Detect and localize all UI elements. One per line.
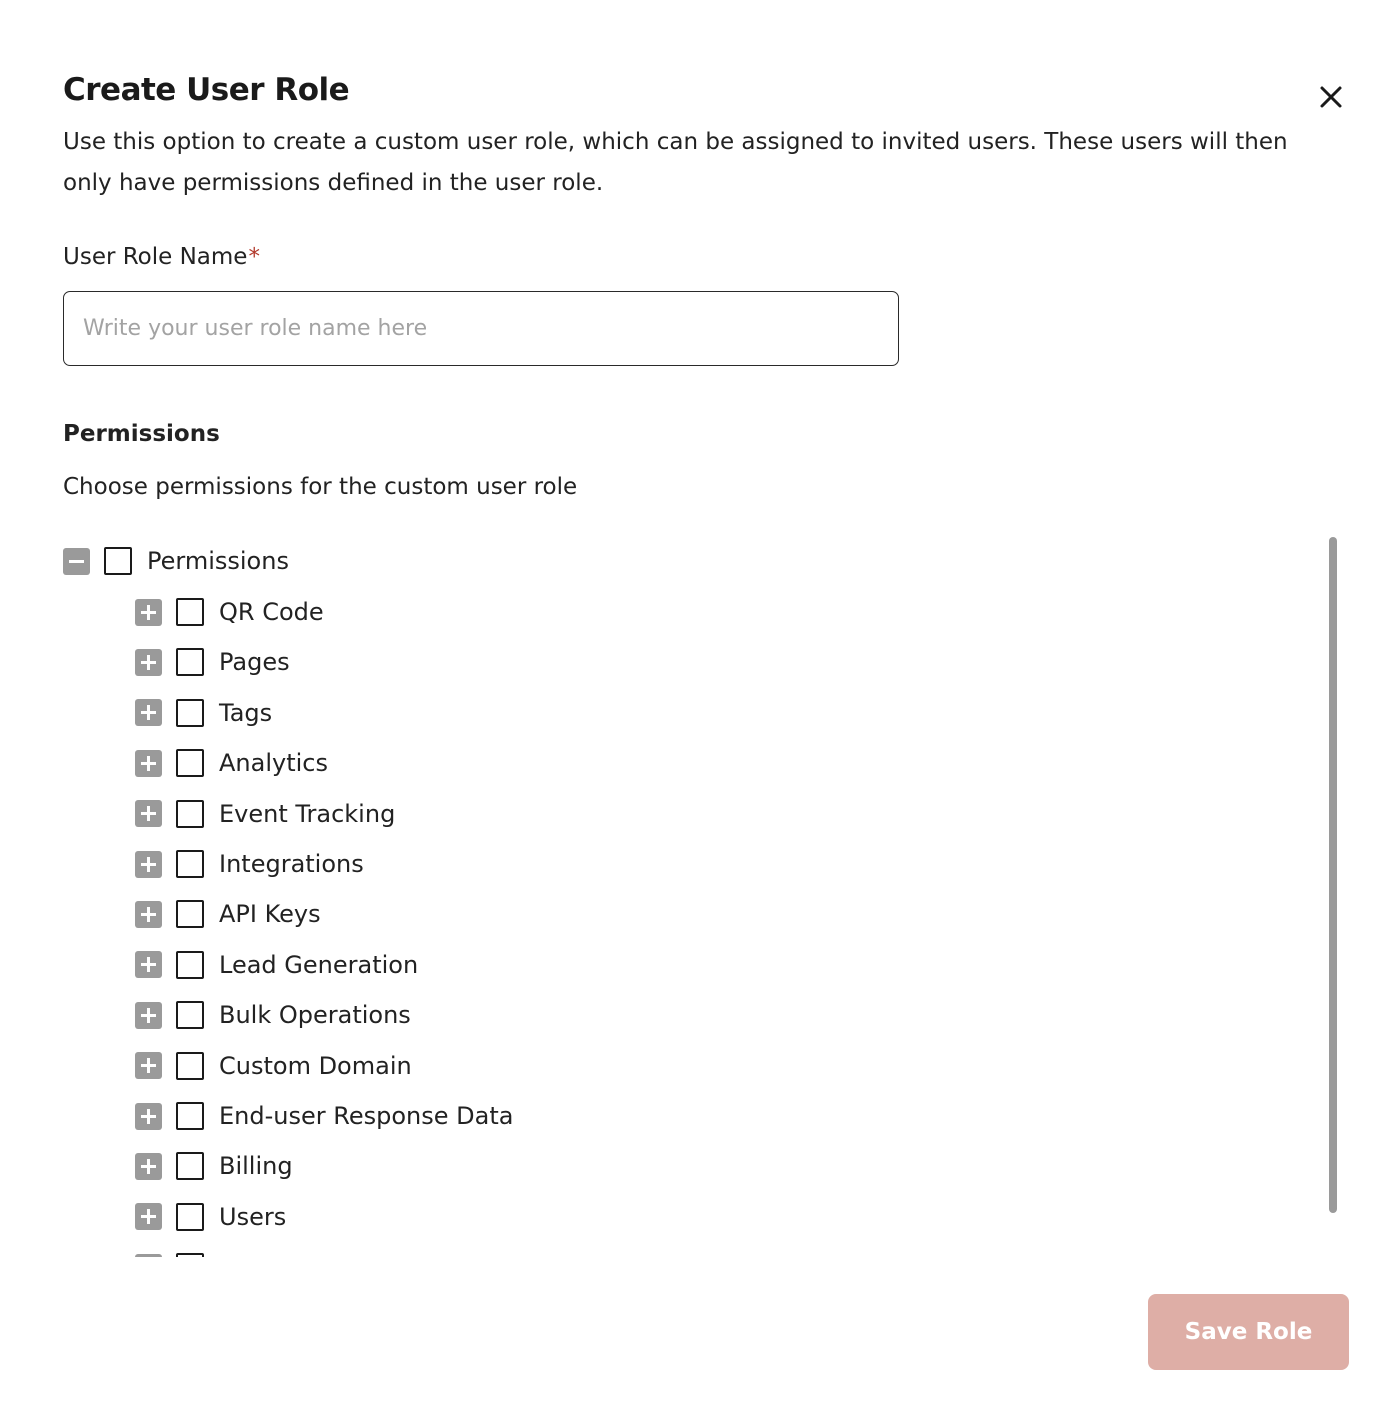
tree-item-label: Lead Generation xyxy=(219,950,419,979)
expand-plus-icon[interactable] xyxy=(135,901,162,928)
tree-item-checkbox[interactable] xyxy=(176,951,204,979)
tree-item-label: QR Code xyxy=(219,598,324,626)
dialog-title: Create User Role xyxy=(63,72,350,108)
tree-item-label: Custom Domain xyxy=(219,1051,412,1080)
expand-plus-icon[interactable] xyxy=(135,699,162,726)
permissions-subtitle: Choose permissions for the custom user role xyxy=(63,474,578,500)
tree-item-qr-code[interactable] xyxy=(135,596,324,628)
tree-item-checkbox[interactable] xyxy=(176,1152,204,1180)
collapse-minus-icon[interactable] xyxy=(63,548,90,575)
tree-item-label: Analytics xyxy=(219,749,328,778)
tree-item-label: Billing xyxy=(219,1152,293,1181)
tree-item-end-user-response-data[interactable] xyxy=(135,1100,513,1132)
tree-item-checkbox[interactable] xyxy=(176,850,204,878)
expand-plus-icon[interactable] xyxy=(135,1103,162,1130)
tree-item-checkbox[interactable] xyxy=(176,598,204,626)
tree-item-label: Event Tracking xyxy=(219,799,396,828)
expand-plus-icon[interactable] xyxy=(135,1254,162,1257)
role-name-label-text: User Role Name xyxy=(63,244,248,270)
close-icon[interactable] xyxy=(1316,82,1346,112)
tree-item-checkbox[interactable] xyxy=(176,1052,204,1080)
tree-root-label: Permissions xyxy=(147,547,289,575)
expand-plus-icon[interactable] xyxy=(135,1052,162,1079)
role-name-label xyxy=(63,244,260,270)
expand-plus-icon[interactable] xyxy=(135,750,162,777)
save-role-button[interactable]: Save Role xyxy=(1148,1294,1349,1370)
tree-item-checkbox[interactable] xyxy=(176,1253,204,1257)
tree-item-checkbox[interactable] xyxy=(176,1203,204,1231)
dialog-description: Use this option to create a custom user role, which can be assigned to invited users. These users will then only have permissions defined in the user role. xyxy=(63,129,1288,196)
permissions-heading: Permissions xyxy=(63,421,220,447)
tree-item-label: Bulk Operations xyxy=(219,1001,411,1030)
expand-plus-icon[interactable] xyxy=(135,1203,162,1230)
tree-item-checkbox[interactable] xyxy=(176,648,204,676)
expand-plus-icon[interactable] xyxy=(135,599,162,626)
permissions-tree xyxy=(63,537,1325,1257)
tree-item-api-keys[interactable] xyxy=(135,898,321,930)
expand-plus-icon[interactable] xyxy=(135,1002,162,1029)
tree-item-pages[interactable] xyxy=(135,646,290,678)
tree-root-checkbox[interactable] xyxy=(104,547,132,575)
expand-plus-icon[interactable] xyxy=(135,951,162,978)
tree-item-users[interactable] xyxy=(135,1201,286,1233)
expand-plus-icon[interactable] xyxy=(135,1153,162,1180)
tree-item-analytics[interactable] xyxy=(135,747,328,779)
expand-plus-icon[interactable] xyxy=(135,800,162,827)
tree-item-checkbox[interactable] xyxy=(176,1001,204,1029)
tree-scrollbar[interactable] xyxy=(1329,537,1337,1213)
role-name-input[interactable] xyxy=(63,291,899,366)
tree-item-checkbox[interactable] xyxy=(176,900,204,928)
tree-item-checkbox[interactable] xyxy=(176,749,204,777)
expand-plus-icon[interactable] xyxy=(135,649,162,676)
tree-item-clipped[interactable] xyxy=(135,1251,204,1257)
tree-item-label: Users xyxy=(219,1202,287,1231)
tree-item-label: Integrations xyxy=(219,850,364,878)
tree-item-custom-domain[interactable] xyxy=(135,1050,412,1082)
tree-item-event-tracking[interactable] xyxy=(135,798,395,830)
tree-item-tags[interactable] xyxy=(135,697,272,729)
tree-item-label: API Keys xyxy=(219,900,321,929)
tree-item-label: Pages xyxy=(219,648,290,677)
required-marker: * xyxy=(248,244,260,270)
tree-root-row[interactable] xyxy=(63,545,289,577)
tree-item-label: End-user Response Data xyxy=(219,1102,514,1130)
tree-item-checkbox[interactable] xyxy=(176,699,204,727)
tree-item-label: Tags xyxy=(219,698,273,727)
tree-item-checkbox[interactable] xyxy=(176,1102,204,1130)
tree-item-checkbox[interactable] xyxy=(176,800,204,828)
tree-item-lead-generation[interactable] xyxy=(135,949,418,981)
tree-item-bulk-operations[interactable] xyxy=(135,999,411,1031)
tree-item-billing[interactable] xyxy=(135,1150,293,1182)
tree-item-integrations[interactable] xyxy=(135,848,364,880)
expand-plus-icon[interactable] xyxy=(135,851,162,878)
